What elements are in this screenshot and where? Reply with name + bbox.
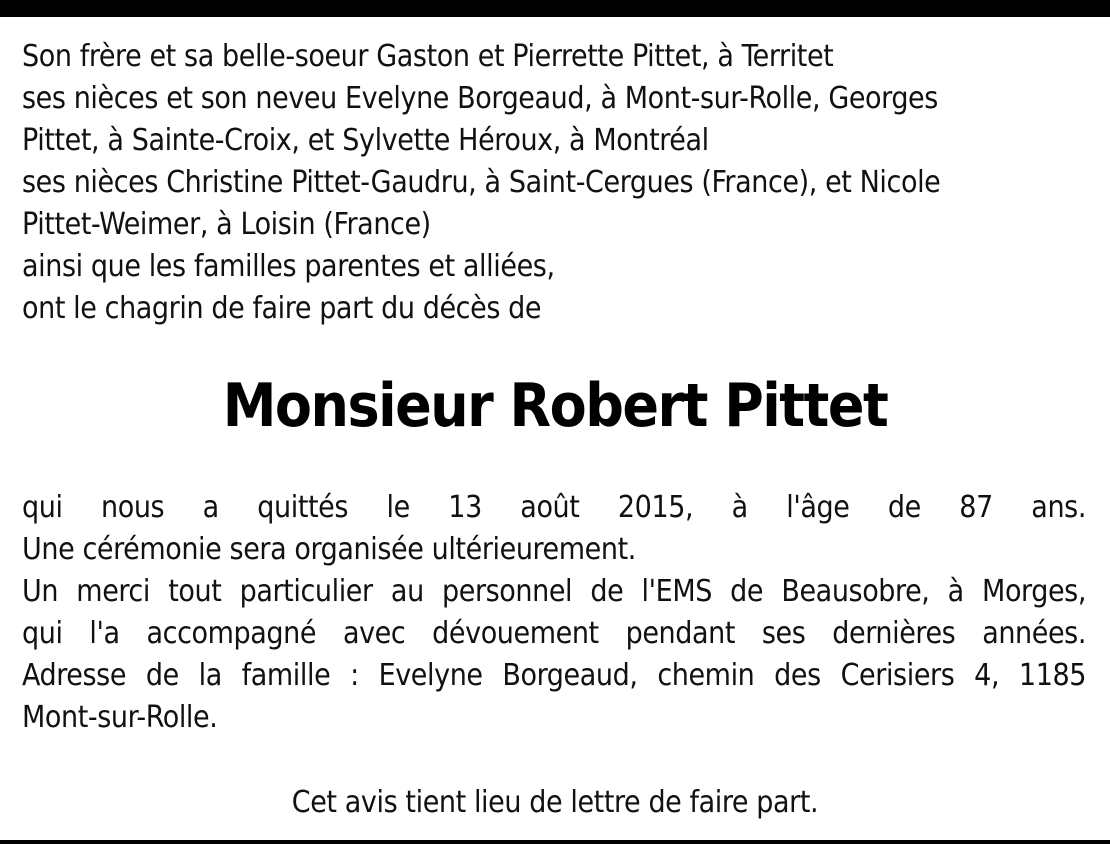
- body-line: Mont-sur-Rolle.: [22, 700, 218, 735]
- intro-line: Pittet-Weimer, à Loisin (France): [22, 207, 431, 242]
- deceased-name: Monsieur Robert Pittet: [222, 371, 888, 441]
- body-line: Un merci tout particulier au personnel de l'EMS de Beausobre, à Morges,: [22, 574, 1086, 609]
- intro-line: Pittet, à Sainte-Croix, et Sylvette Héroux, à Montréal: [22, 123, 709, 158]
- intro-line: ses nièces Christine Pittet-Gaudru, à Saint-Cergues (France), et Nicole: [22, 165, 941, 200]
- bottom-border-rule: [0, 840, 1110, 844]
- body-line: qui nous a quittés le 13 août 2015, à l'âge de 87 ans.: [22, 490, 1086, 525]
- intro-line: ont le chagrin de faire part du décès de: [22, 291, 542, 326]
- body-line: qui l'a accompagné avec dévouement pendant ses dernières années.: [22, 616, 1086, 651]
- family-announcement: [22, 36, 1086, 330]
- closing-note: Cet avis tient lieu de lettre de faire part.: [291, 785, 819, 820]
- intro-line: ainsi que les familles parentes et alliées,: [22, 249, 555, 284]
- intro-line: ses nièces et son neveu Evelyne Borgeaud, à Mont-sur-Rolle, Georges: [22, 81, 938, 116]
- top-border-rule: [0, 0, 1110, 17]
- body-line: Une cérémonie sera organisée ultérieurement.: [22, 532, 636, 567]
- intro-line: Son frère et sa belle-soeur Gaston et Pierrette Pittet, à Territet: [22, 39, 834, 74]
- notice-body: [22, 487, 1086, 739]
- body-line: Adresse de la famille : Evelyne Borgeaud, chemin des Cerisiers 4, 1185: [22, 658, 1086, 693]
